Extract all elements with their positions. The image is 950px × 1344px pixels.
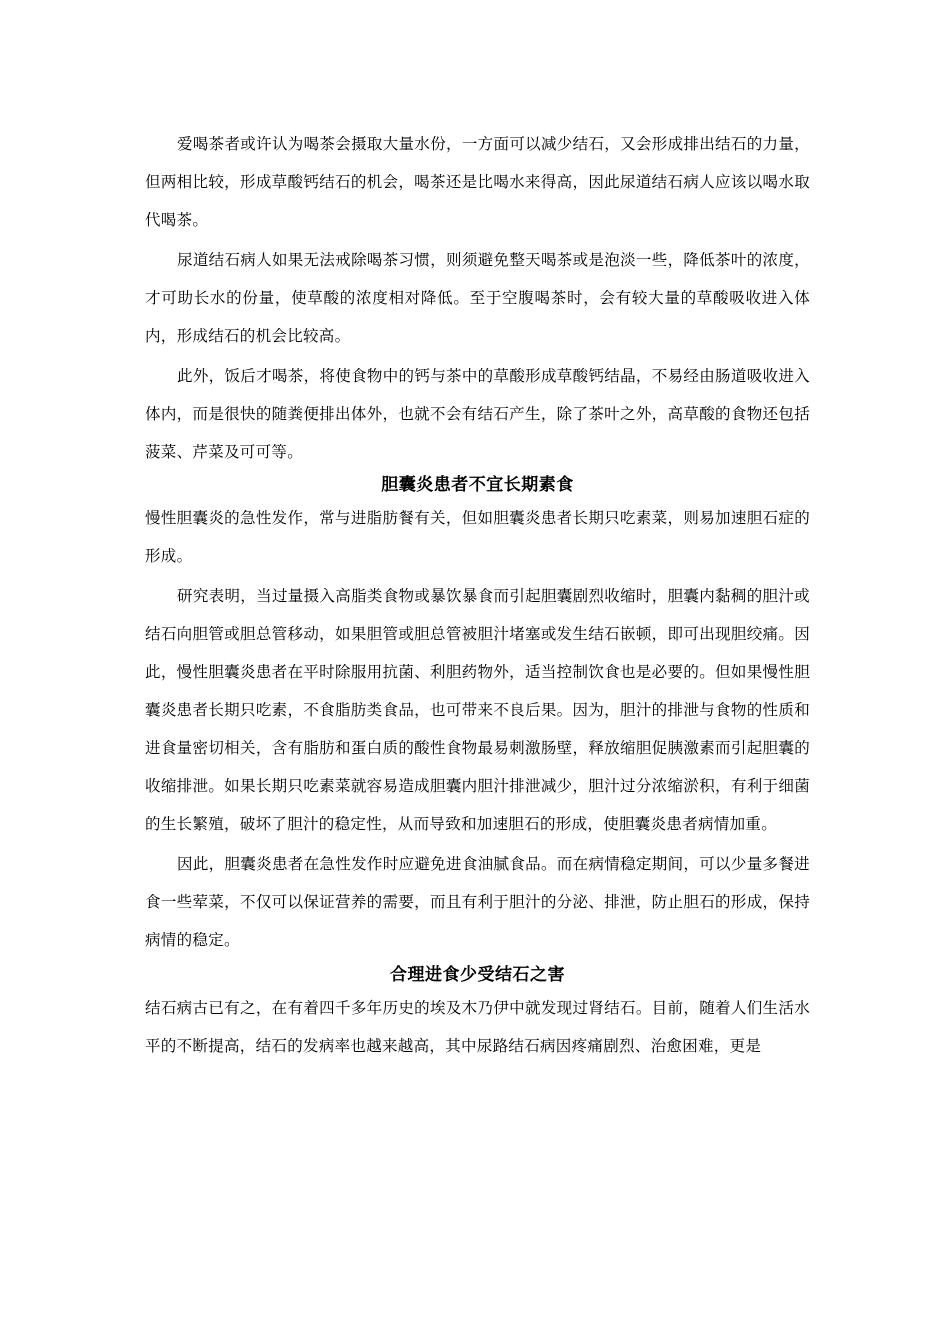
paragraph-stones-history: 结石病古已有之，在有着四千多年历史的埃及木乃伊中就发现过肾结石。目前，随着人们生活水平的不断提高，结石的发病率也越来越高，其中尿路结石病因疼痛剧烈、治愈困难，更是 xyxy=(145,999,810,1055)
paragraph-after-meal-tea: 此外，饭后才喝茶，将使食物中的钙与茶中的草酸形成草酸钙结晶，不易经由肠道吸收进入体内，而是很快的随粪便排出体外，也就不会有结石产生，除了茶叶之外，高草酸的食物还包括菠菜、芹菜及可可等。 xyxy=(145,367,810,461)
paragraph-tea-habit: 尿道结石病人如果无法戒除喝茶习惯，则须避免整天喝茶或是泡淡一些，降低茶叶的浓度，才可助长水的份量，使草酸的浓度相对降低。至于空腹喝茶时，会有较大量的草酸吸收进入体内，形成结石的机会比较高。 xyxy=(145,251,810,345)
paragraph-tea-drinking: 爱喝茶者或许认为喝茶会摄取大量水份，一方面可以减少结石，又会形成排出结石的力量，但两相比较，形成草酸钙结石的机会，喝茶还是比喝水来得高，因此尿道结石病人应该以喝水取代喝茶。 xyxy=(145,135,810,229)
document-body xyxy=(145,125,810,1065)
paragraph-cholecystitis-intro: 慢性胆囊炎的急性发作，常与进脂肪餐有关，但如胆囊炎患者长期只吃素菜，则易加速胆石症的形成。 xyxy=(145,509,810,565)
section-heading-stones-diet: 合理进食少受结石之害 xyxy=(390,965,565,985)
paragraph-cholecystitis-advice: 因此，胆囊炎患者在急性发作时应避免进食油腻食品。而在病情稳定期间，可以少量多餐进食一些荤菜，不仅可以保证营养的需要，而且有利于胆汁的分泌、排泄，防止胆石的形成，保持病情的稳定。 xyxy=(145,855,810,949)
section-heading-cholecystitis: 胆囊炎患者不宜长期素食 xyxy=(381,475,574,495)
paragraph-cholecystitis-research: 研究表明，当过量摄入高脂类食物或暴饮暴食而引起胆囊剧烈收缩时，胆囊内黏稠的胆汁或结石向胆管或胆总管移动，如果胆管或胆总管被胆汁堵塞或发生结石嵌顿，即可出现胆绞痛。因此，慢性胆囊炎患者在平时除服用抗菌、利胆药物外，适当控制饮食也是必要的。但如果慢性胆囊炎患者长期只吃素，不食脂肪类食品，也可带来不良后果。因为，胆汁的排泄与食物的性质和进食量密切相关，含有脂肪和蛋白质的酸性食物最易刺激肠壁，释放缩胆促胰激素而引起胆囊的收缩排泄。如果长期只吃素菜就容易造成胆囊内胆汁排泄减少，胆汁过分浓缩淤积，有利于细菌的生长繁殖，破坏了胆汁的稳定性，从而导致和加速胆石的形成，使胆囊炎患者病情加重。 xyxy=(145,587,810,833)
